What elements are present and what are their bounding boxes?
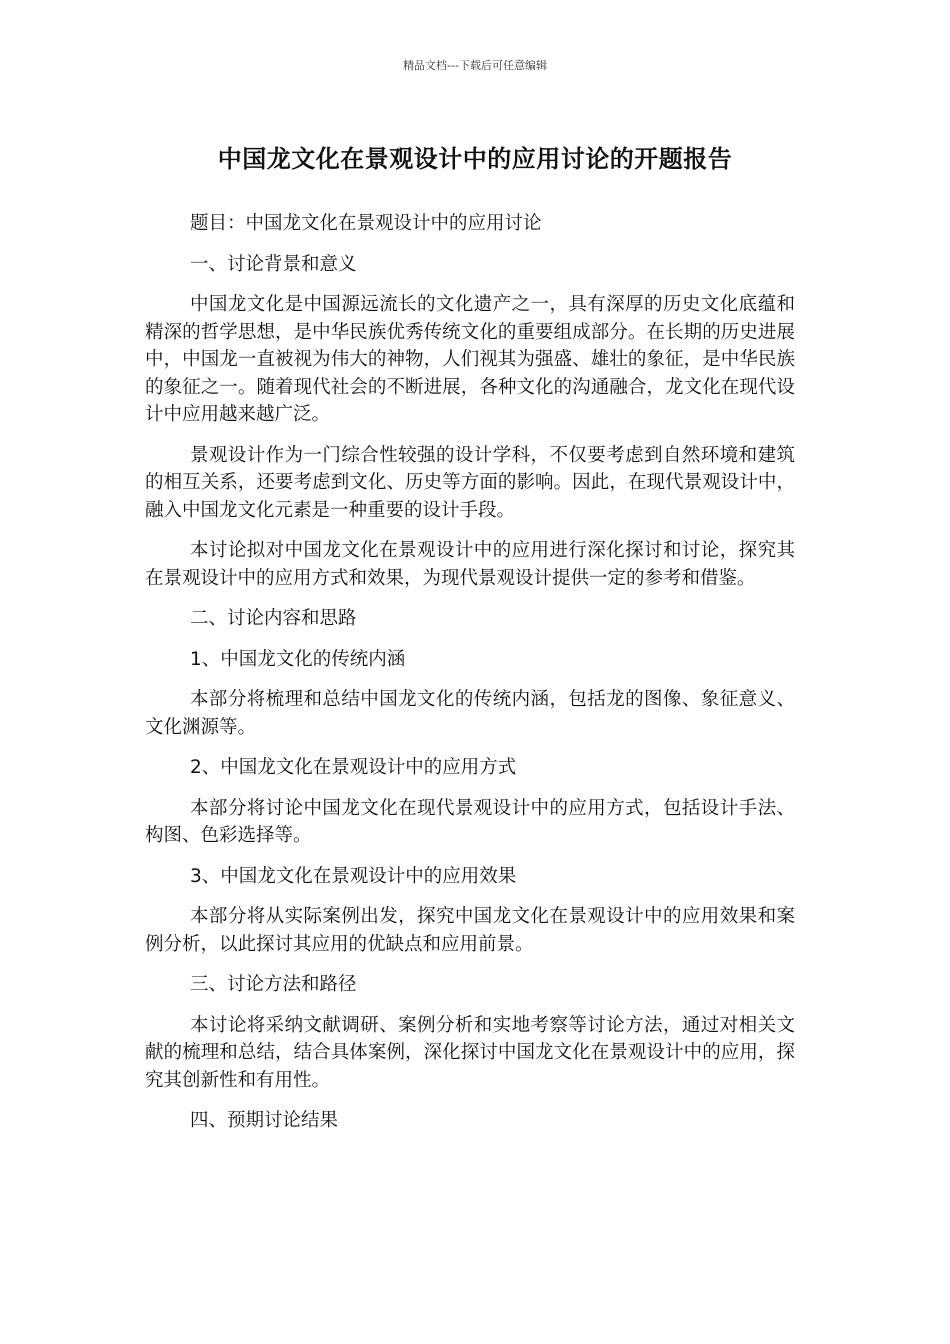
paragraph-subsection-3: 本部分将从实际案例出发，探究中国龙文化在景观设计中的应用效果和案例分析，以此探讨其应用的优缺点和应用前景。 — [145, 906, 795, 955]
header-note: 精品文档---下载后可任意编辑 — [403, 59, 547, 72]
paragraph-background-3: 本讨论拟对中国龙文化在景观设计中的应用进行深化探讨和讨论，探究其在景观设计中的应用方式和效果，为现代景观设计提供一定的参考和借鉴。 — [145, 540, 795, 589]
section-heading-content: 二、讨论内容和思路 — [190, 608, 357, 629]
paragraph-method: 本讨论将采纳文献调研、案例分析和实地考察等讨论方法，通过对相关文献的梳理和总结，结合具体案例，深化探讨中国龙文化在景观设计中的应用，探究其创新性和有用性。 — [145, 1014, 795, 1091]
paragraph-subsection-1: 本部分将梳理和总结中国龙文化的传统内涵，包括龙的图像、象征意义、文化渊源等。 — [145, 689, 795, 738]
paragraph-background-2: 景观设计作为一门综合性较强的设计学科，不仅要考虑到自然环境和建筑的相互关系，还要考虑到文化、历史等方面的影响。因此，在现代景观设计中，融入中国龙文化元素是一种重要的设计手段。 — [145, 444, 795, 521]
section-heading-method: 三、讨论方法和路径 — [190, 974, 357, 995]
topic-line: 题目：中国龙文化在景观设计中的应用讨论 — [190, 213, 542, 234]
subsection-heading-1: 1、中国龙文化的传统内涵 — [190, 648, 406, 670]
paragraph-subsection-2: 本部分将讨论中国龙文化在现代景观设计中的应用方式，包括设计手法、构图、色彩选择等。 — [145, 797, 795, 846]
document-title: 中国龙文化在景观设计中的应用讨论的开题报告 — [217, 145, 733, 173]
document-body — [145, 210, 795, 1148]
section-heading-expected: 四、预期讨论结果 — [190, 1110, 339, 1131]
paragraph-background-1: 中国龙文化是中国源远流长的文化遗产之一，具有深厚的历史文化底蕴和精深的哲学思想，是中华民族优秀传统文化的重要组成部分。在长期的历史进展中，中国龙一直被视为伟大的神物，人们视其为强盛、雄壮的象征，是中华民族的象征之一。随着现代社会的不断进展，各种文化的沟通融合，龙文化在现代设计中应用越来越广泛。 — [145, 294, 795, 425]
subsection-heading-2: 2、中国龙文化在景观设计中的应用方式 — [190, 757, 517, 778]
section-heading-background: 一、讨论背景和意义 — [190, 253, 357, 275]
subsection-heading-3: 3、中国龙文化在景观设计中的应用效果 — [190, 865, 517, 887]
